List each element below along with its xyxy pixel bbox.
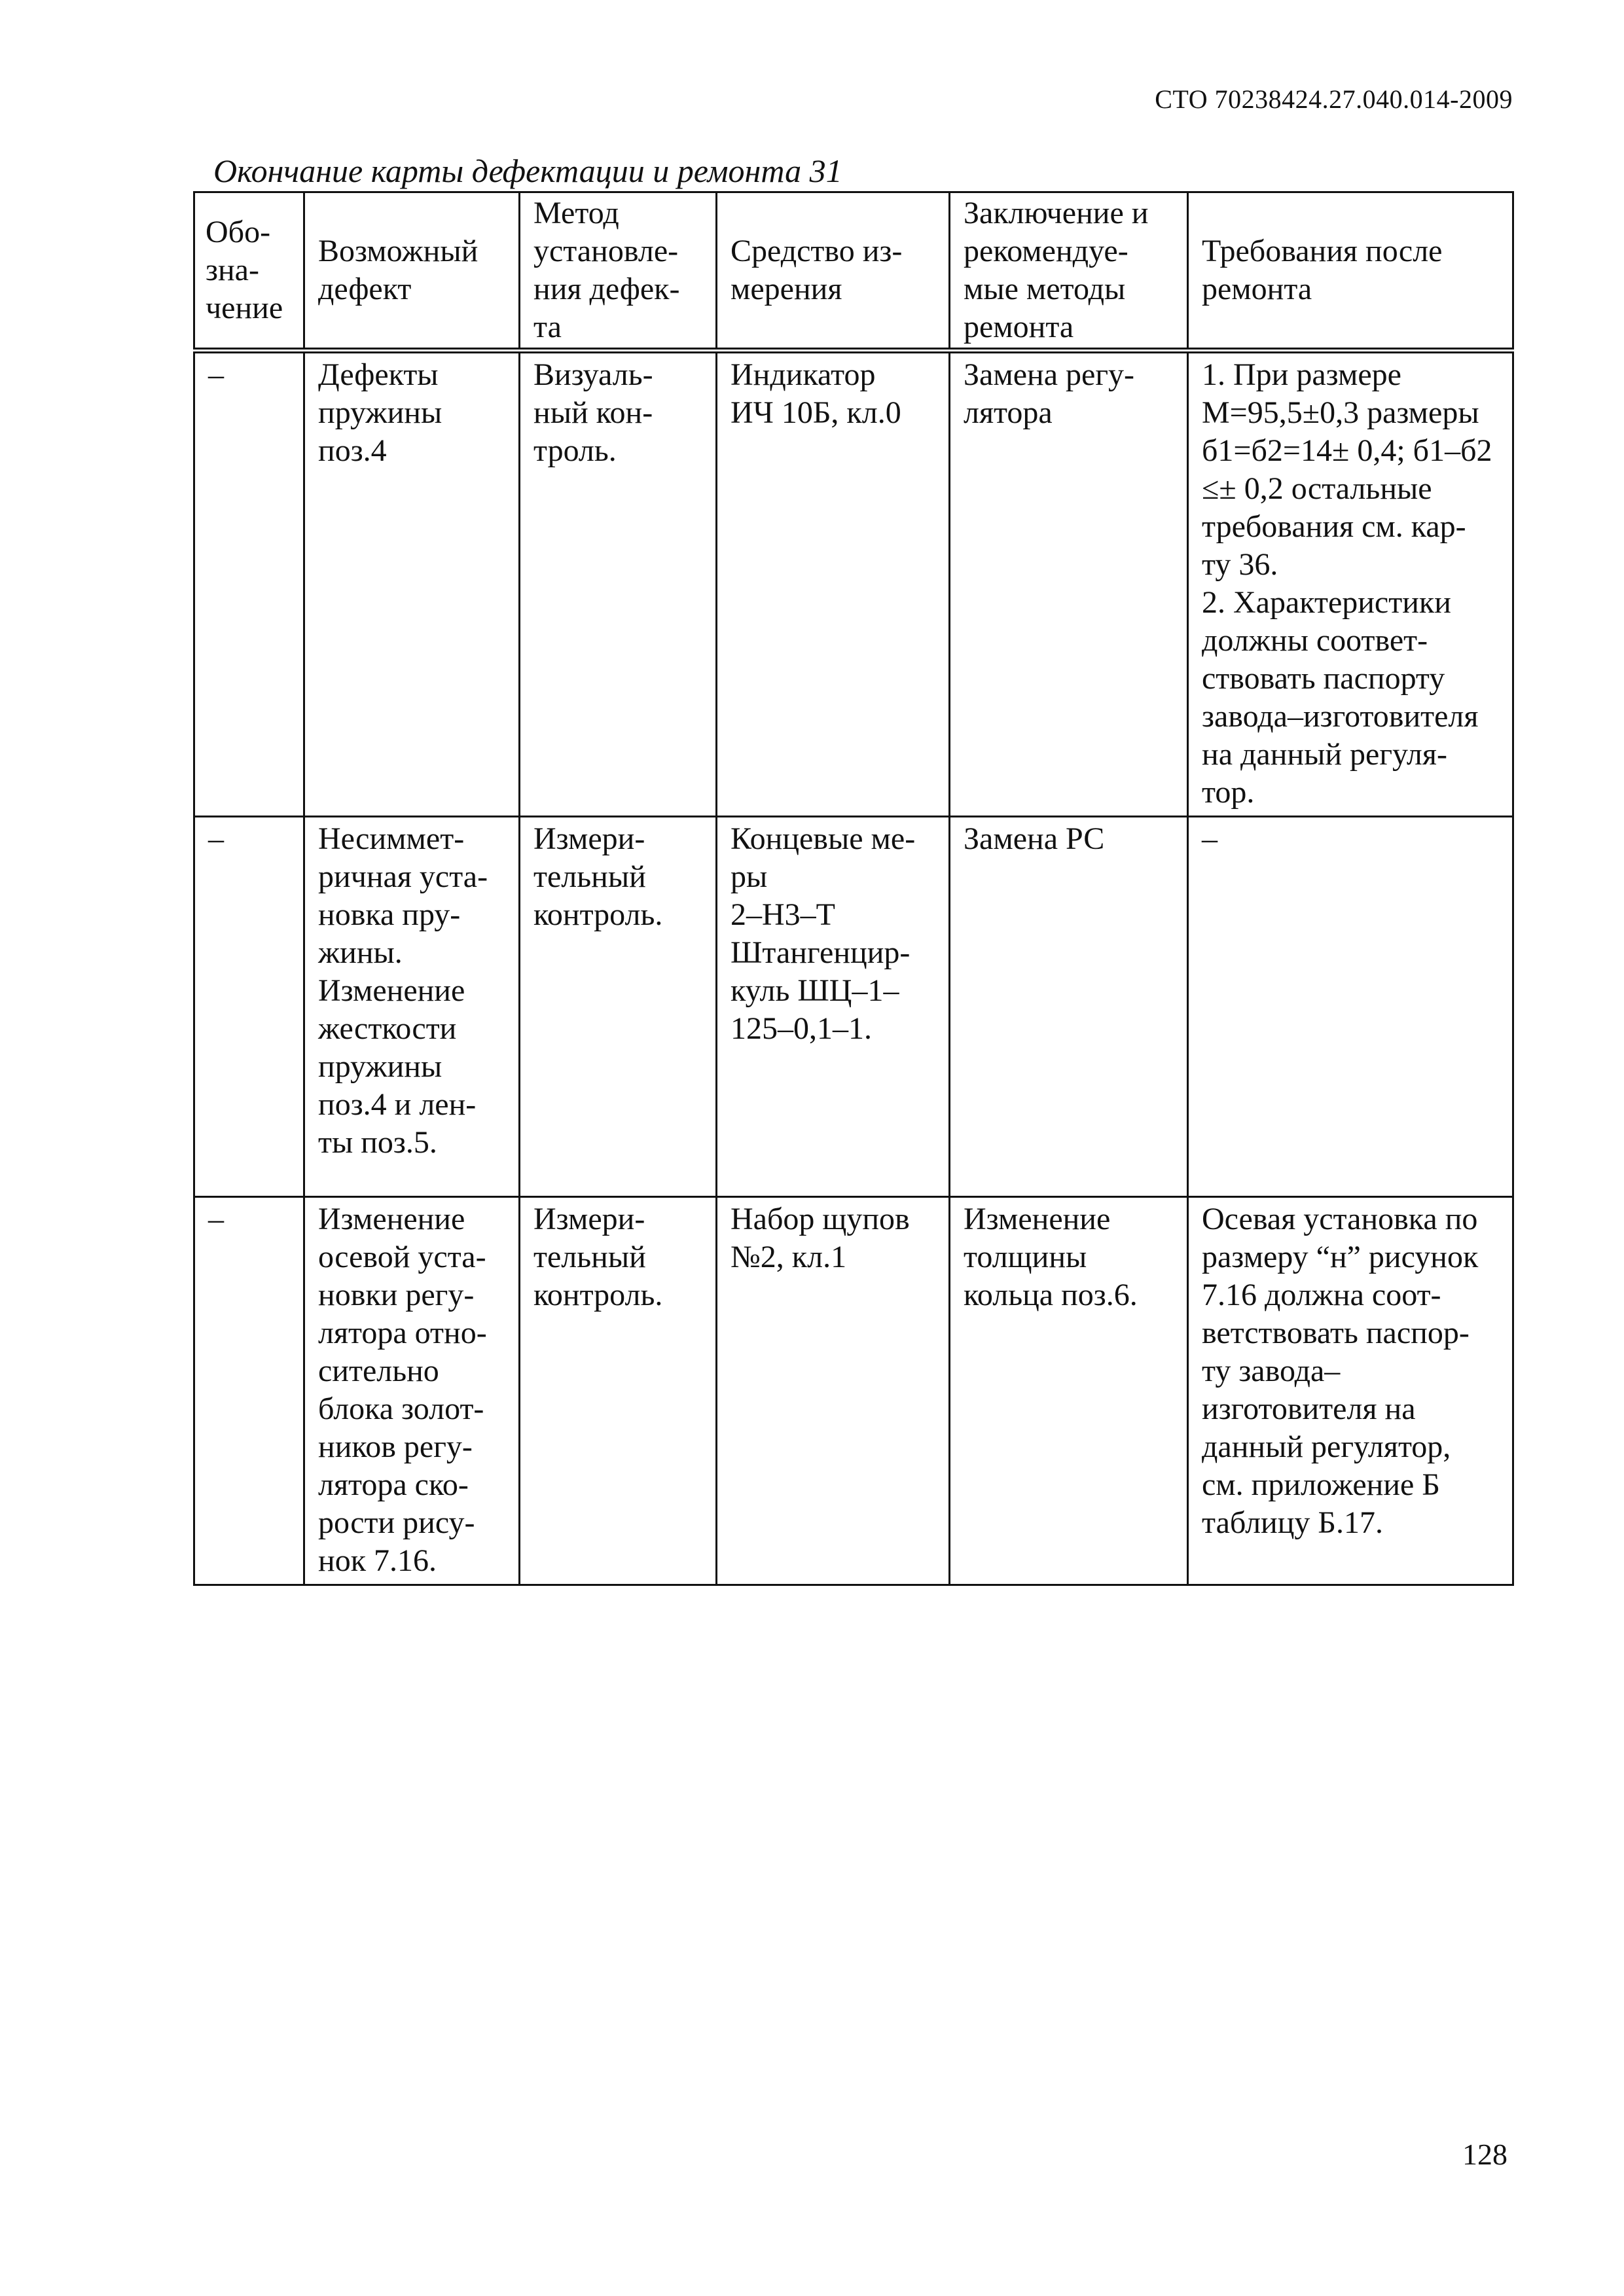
cell-method: Визуаль- ный кон- троль.: [520, 351, 717, 817]
header-row: [194, 192, 1513, 351]
defect-table-container: [193, 191, 1512, 1586]
cell-instrument: Концевые ме- ры 2–Н3–Т Штангенцир- куль ШЦ–1– 125–0,1–1.: [717, 817, 950, 1197]
cell-method: Измери- тельный контроль.: [520, 817, 717, 1197]
table-row: [194, 1197, 1513, 1585]
column-header-conclusion: Заключение и рекомендуе- мые методы ремонта: [950, 192, 1188, 351]
defect-repair-table: [193, 191, 1514, 1586]
cell-requirements: Осевая установка по размеру “н” рисунок 7.16 должна соот- ветствовать паспор- ту завода– изготовителя на данный регулятор, см. приложение Б таблицу Б.17.: [1188, 1197, 1513, 1585]
cell-instrument: Набор щупов №2, кл.1: [717, 1197, 950, 1585]
table-caption: Окончание карты дефектации и ремонта 31: [213, 152, 842, 189]
column-header-instrument: Средство из- мерения: [717, 192, 950, 351]
table-body: [194, 351, 1513, 1585]
column-header-designation: Обо- зна- чение: [194, 192, 304, 351]
cell-designation: –: [194, 351, 304, 817]
cell-designation: –: [194, 817, 304, 1197]
cell-defect: Дефекты пружины поз.4: [304, 351, 520, 817]
table-row: [194, 817, 1513, 1197]
cell-designation: –: [194, 1197, 304, 1585]
column-header-method: Метод установле- ния дефек- та: [520, 192, 717, 351]
cell-defect: Изменение осевой уста- новки регу- лятора отно- сительно блока золот- ников регу- лятора ско- рости рису- нок 7.16.: [304, 1197, 520, 1585]
table-header: [194, 192, 1513, 351]
column-header-requirements: Требования после ремонта: [1188, 192, 1513, 351]
cell-method: Измери- тельный контроль.: [520, 1197, 717, 1585]
table-row: [194, 351, 1513, 817]
cell-conclusion: Замена РС: [950, 817, 1188, 1197]
cell-instrument: Индикатор ИЧ 10Б, кл.0: [717, 351, 950, 817]
cell-requirements: –: [1188, 817, 1513, 1197]
page-number: 128: [1462, 2138, 1507, 2171]
column-header-defect: Возможный дефект: [304, 192, 520, 351]
cell-requirements: 1. При размере М=95,5±0,3 размеры б1=б2=14± 0,4; б1–б2 ≤± 0,2 остальные требования см. кар- ту 36. 2. Характеристики должны соответ- ствовать паспорту завода–изготовителя на данный регуля- тор.: [1188, 351, 1513, 817]
cell-conclusion: Замена регу- лятора: [950, 351, 1188, 817]
cell-conclusion: Изменение толщины кольца поз.6.: [950, 1197, 1188, 1585]
document-code: СТО 70238424.27.040.014-2009: [1155, 84, 1513, 114]
cell-defect: Несиммет- ричная уста- новка пру- жины. Изменение жесткости пружины поз.4 и лен- ты поз.5.: [304, 817, 520, 1197]
